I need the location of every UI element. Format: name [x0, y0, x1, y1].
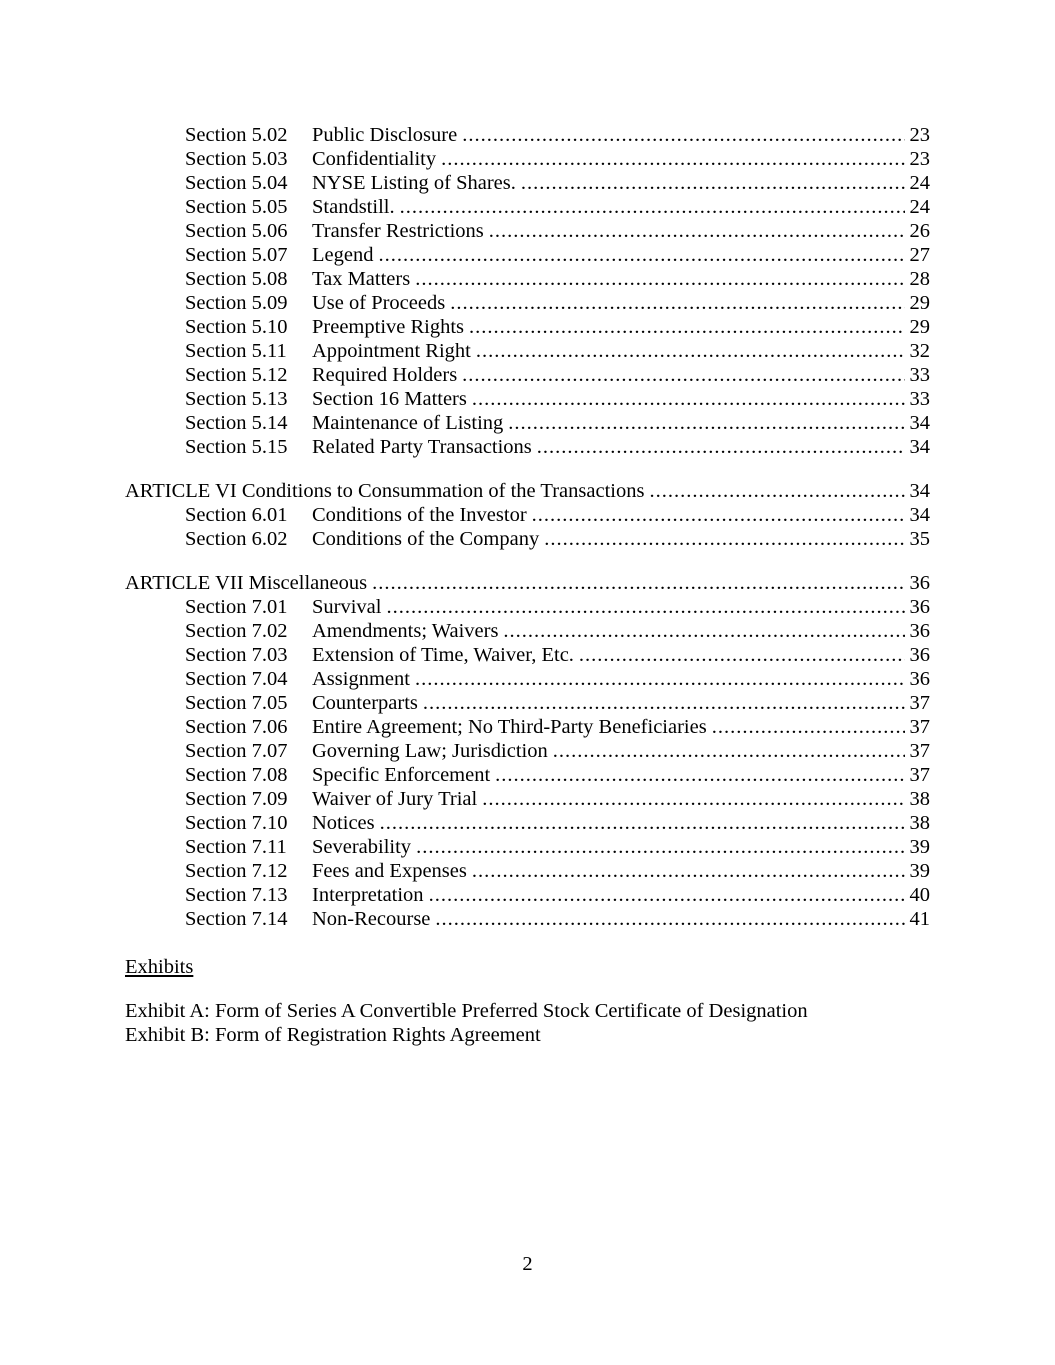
toc-entry-label: Section 5.11	[185, 340, 287, 362]
toc-entry-label: Section 5.12	[185, 364, 288, 386]
dot-leader	[508, 411, 905, 435]
toc-entry-page: 41	[909, 908, 930, 930]
toc-entry-page: 39	[909, 836, 930, 858]
page-content	[125, 123, 930, 1047]
dot-leader	[579, 643, 905, 667]
toc-entry-page: 34	[909, 504, 930, 526]
toc-entry	[125, 195, 930, 219]
toc-group	[125, 123, 930, 459]
dot-leader	[489, 219, 905, 243]
toc-entry-title: Confidentiality	[312, 148, 437, 170]
toc-entry	[125, 739, 930, 763]
dot-leader	[372, 571, 905, 595]
toc-entry-page: 37	[909, 740, 930, 762]
dot-leader	[532, 503, 905, 527]
toc-entry-page: 32	[909, 340, 930, 362]
toc-entry-page: 27	[909, 244, 930, 266]
table-of-contents	[125, 123, 930, 931]
dot-leader	[462, 363, 905, 387]
toc-entry-page: 36	[909, 644, 930, 666]
dot-leader	[378, 243, 905, 267]
toc-entry	[125, 219, 930, 243]
toc-entry-title: Assignment	[312, 668, 410, 690]
dot-leader	[450, 291, 905, 315]
toc-entry	[125, 503, 930, 527]
toc-entry-title: Non-Recourse	[312, 908, 431, 930]
toc-entry	[125, 411, 930, 435]
toc-entry-label: Section 5.14	[185, 412, 288, 434]
toc-entry-title: Specific Enforcement	[312, 764, 491, 786]
toc-entry-label: Section 7.12	[185, 860, 288, 882]
toc-entry-page: 26	[909, 220, 930, 242]
toc-entry-page: 24	[909, 172, 930, 194]
exhibits-heading: Exhibits	[125, 956, 194, 978]
toc-entry-page: 23	[909, 124, 930, 146]
toc-entry-page: 38	[909, 788, 930, 810]
toc-entry-title: Severability	[312, 836, 412, 858]
exhibit-item: Exhibit A: Form of Series A Convertible Preferred Stock Certificate of Designation	[125, 1000, 808, 1022]
toc-entry-title: Standstill.	[312, 196, 395, 218]
dot-leader	[423, 691, 905, 715]
toc-entry-title: NYSE Listing of Shares.	[312, 172, 516, 194]
toc-entry	[125, 595, 930, 619]
toc-entry-title: Conditions of the Company	[312, 528, 540, 550]
toc-entry-page: 37	[909, 764, 930, 786]
toc-entry-label: Section 7.06	[185, 716, 288, 738]
toc-entry-page: 29	[909, 316, 930, 338]
toc-entry	[125, 859, 930, 883]
toc-entry-title: Tax Matters	[312, 268, 411, 290]
toc-entry	[125, 691, 930, 715]
toc-entry-page: 33	[909, 388, 930, 410]
toc-entry-label: Section 6.01	[185, 504, 288, 526]
dot-leader	[429, 883, 905, 907]
toc-entry-page: 38	[909, 812, 930, 834]
dot-leader	[441, 147, 905, 171]
dot-leader	[649, 479, 905, 503]
toc-entry-page: 37	[909, 716, 930, 738]
toc-entry	[125, 291, 930, 315]
toc-entry-title: Section 16 Matters	[312, 388, 467, 410]
toc-entry	[125, 171, 930, 195]
toc-entry-label: Section 5.06	[185, 220, 288, 242]
toc-entry-page: 40	[909, 884, 930, 906]
dot-leader	[462, 123, 905, 147]
toc-entry-label: Section 6.02	[185, 528, 288, 550]
toc-entry	[125, 907, 930, 931]
toc-entry	[125, 435, 930, 459]
toc-entry-label: Section 7.08	[185, 764, 288, 786]
toc-article-entry	[125, 479, 930, 503]
toc-entry-title: Entire Agreement; No Third-Party Beneficiaries	[312, 716, 707, 738]
toc-entry-title: Maintenance of Listing	[312, 412, 504, 434]
toc-entry-label: Section 7.14	[185, 908, 288, 930]
toc-entry-title: Legend	[312, 244, 374, 266]
toc-entry-title: Related Party Transactions	[312, 436, 532, 458]
dot-leader	[495, 763, 905, 787]
dot-leader	[435, 907, 905, 931]
exhibit-item: Exhibit B: Form of Registration Rights Agreement	[125, 1024, 541, 1046]
toc-entry	[125, 363, 930, 387]
toc-entry-title: Appointment Right	[312, 340, 471, 362]
toc-entry-title: Governing Law; Jurisdiction	[312, 740, 548, 762]
dot-leader	[400, 195, 905, 219]
toc-entry	[125, 267, 930, 291]
toc-entry-label: Section 7.09	[185, 788, 288, 810]
toc-entry-title: Interpretation	[312, 884, 424, 906]
toc-entry-page: 28	[909, 268, 930, 290]
toc-entry-page: 29	[909, 292, 930, 314]
toc-entry-label: Section 5.10	[185, 316, 288, 338]
toc-entry	[125, 147, 930, 171]
toc-entry	[125, 883, 930, 907]
toc-entry	[125, 787, 930, 811]
toc-entry-label: Section 7.01	[185, 596, 288, 618]
dot-leader	[521, 171, 905, 195]
toc-entry-label: Section 7.04	[185, 668, 288, 690]
dot-leader	[415, 267, 905, 291]
toc-entry	[125, 835, 930, 859]
toc-entry-page: 24	[909, 196, 930, 218]
dot-leader	[472, 387, 905, 411]
dot-leader	[472, 859, 905, 883]
toc-entry-label: Section 7.03	[185, 644, 288, 666]
toc-entry-title: Extension of Time, Waiver, Etc.	[312, 644, 574, 666]
toc-entry	[125, 315, 930, 339]
toc-entry	[125, 811, 930, 835]
toc-entry-title: Fees and Expenses	[312, 860, 467, 882]
toc-entry-label: Section 5.09	[185, 292, 288, 314]
toc-entry-title: Transfer Restrictions	[312, 220, 484, 242]
dot-leader	[386, 595, 905, 619]
toc-entry-label: Section 7.02	[185, 620, 288, 642]
toc-entry-title: Notices	[312, 812, 375, 834]
toc-entry-page: 34	[909, 436, 930, 458]
dot-leader	[469, 315, 905, 339]
toc-article-title: ARTICLE VI Conditions to Consummation of the Transactions	[125, 480, 645, 502]
toc-entry	[125, 243, 930, 267]
toc-entry-title: Waiver of Jury Trial	[312, 788, 478, 810]
toc-entry-page: 34	[909, 480, 930, 502]
dot-leader	[476, 339, 905, 363]
toc-entry-page: 39	[909, 860, 930, 882]
toc-entry-title: Use of Proceeds	[312, 292, 446, 314]
toc-entry-label: Section 7.10	[185, 812, 288, 834]
toc-entry-page: 37	[909, 692, 930, 714]
toc-entry-label: Section 5.02	[185, 124, 288, 146]
toc-entry-label: Section 5.13	[185, 388, 288, 410]
toc-entry-label: Section 5.08	[185, 268, 288, 290]
toc-entry-title: Amendments; Waivers	[312, 620, 499, 642]
toc-entry-title: Conditions of the Investor	[312, 504, 527, 526]
toc-entry-page: 36	[909, 620, 930, 642]
dot-leader	[537, 435, 905, 459]
toc-article-title: ARTICLE VII Miscellaneous	[125, 572, 368, 594]
toc-entry	[125, 763, 930, 787]
dot-leader	[544, 527, 905, 551]
toc-entry-title: Preemptive Rights	[312, 316, 465, 338]
toc-entry-label: Section 7.13	[185, 884, 288, 906]
toc-entry	[125, 527, 930, 551]
toc-group	[125, 479, 930, 551]
toc-entry-label: Section 5.03	[185, 148, 288, 170]
toc-entry-title: Required Holders	[312, 364, 458, 386]
toc-entry	[125, 123, 930, 147]
toc-entry-label: Section 5.04	[185, 172, 288, 194]
toc-entry-label: Section 5.05	[185, 196, 288, 218]
toc-entry	[125, 339, 930, 363]
toc-entry-page: 36	[909, 572, 930, 594]
toc-entry-title: Survival	[312, 596, 382, 618]
toc-entry-page: 34	[909, 412, 930, 434]
toc-entry	[125, 387, 930, 411]
dot-leader	[416, 835, 905, 859]
dot-leader	[415, 667, 905, 691]
exhibit-list	[125, 999, 930, 1047]
toc-entry-label: Section 7.05	[185, 692, 288, 714]
dot-leader	[503, 619, 905, 643]
toc-entry-page: 23	[909, 148, 930, 170]
dot-leader	[712, 715, 905, 739]
toc-group	[125, 571, 930, 931]
exhibits-section	[125, 955, 930, 1047]
toc-entry-page: 35	[909, 528, 930, 550]
toc-entry	[125, 715, 930, 739]
toc-entry	[125, 667, 930, 691]
toc-entry-page: 36	[909, 668, 930, 690]
toc-entry-label: Section 5.07	[185, 244, 288, 266]
dot-leader	[482, 787, 905, 811]
toc-entry-page: 33	[909, 364, 930, 386]
dot-leader	[553, 739, 905, 763]
toc-article-entry	[125, 571, 930, 595]
dot-leader	[380, 811, 905, 835]
page-number: 2	[522, 1253, 533, 1275]
toc-entry	[125, 643, 930, 667]
toc-entry-page: 36	[909, 596, 930, 618]
toc-entry	[125, 619, 930, 643]
toc-entry-label: Section 5.15	[185, 436, 288, 458]
toc-entry-title: Counterparts	[312, 692, 418, 714]
toc-entry-label: Section 7.11	[185, 836, 287, 858]
toc-entry-label: Section 7.07	[185, 740, 288, 762]
toc-entry-title: Public Disclosure	[312, 124, 458, 146]
